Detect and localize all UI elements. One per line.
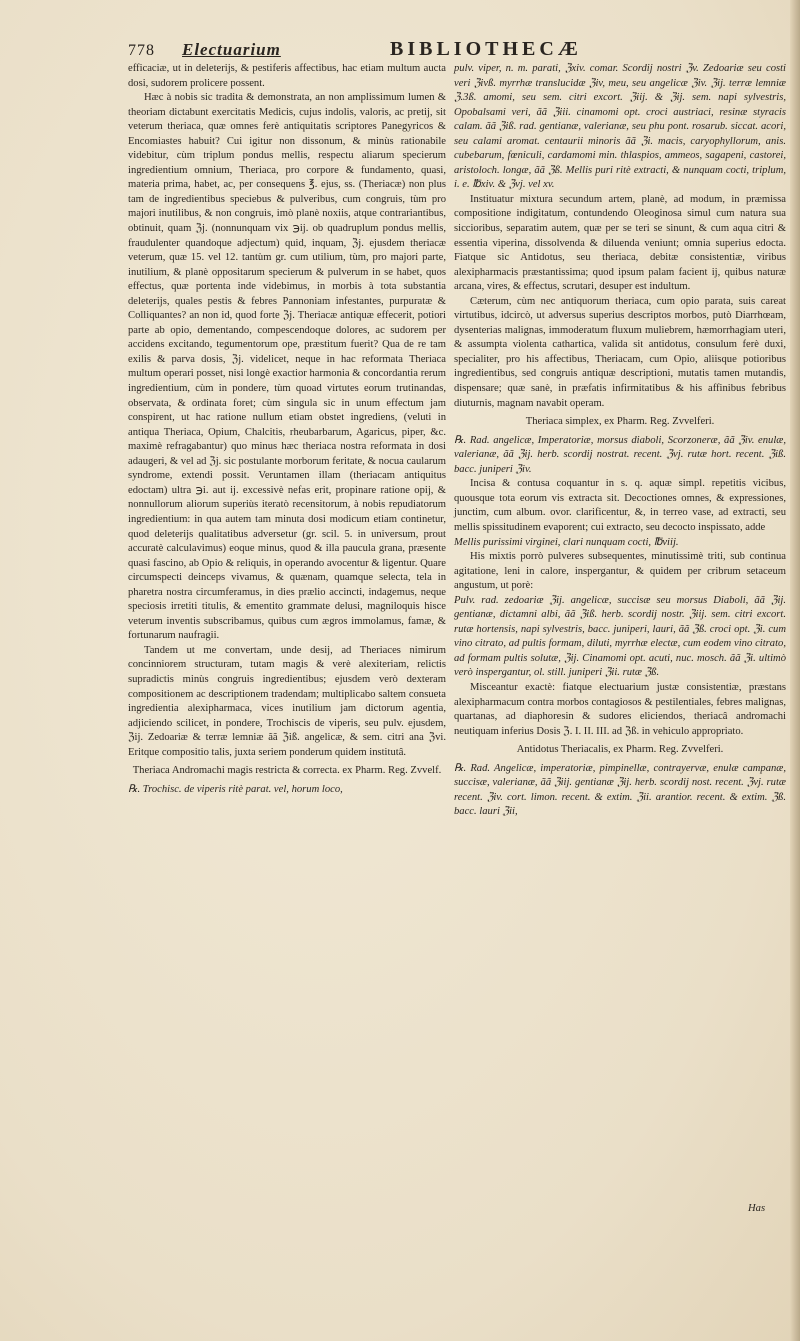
paragraph: efficaciæ, ut in deleterijs, & pestiferis affectibus, hac etiam multum aucta dosi, sudorem prolicere possent. bbox=[128, 63, 446, 89]
running-title: BIBLIOTHECÆ bbox=[390, 38, 582, 60]
paragraph: Hæc à nobis sic tradita & demonstrata, an non amplissimum lumen & theoriam dictabunt exercitatis Medicis, cujus indolis, valoris, ac pretij, sit veterum theriaca, quæ omnes ferè antiquitatis scriptores Panegyricos & Encomiastes habuit? Cui igitur non dissonum, & minùs rationabile videbitur, cùm triplum pondus mellis, respectu aliarum specierum ingredientium omnium, Theriaca, pro corpore & fundamento, quasi, materia prima, habet, ac, per consequens ℥. ejus, ss. (Theriacæ) non plus tam de ingredientibus speciebus & pulveribus, cum congruis, tùm pro majori inutilibus, & non congruis, imò planè noxiis, atque contrariantibus, obtinuit, quam ℨj. (nonnunquam vix ℈ij. ob quadruplum pondus mellis, fraudulenter quandoque adjectum) quid, inquam, ℨj. ejusdem theriacæ veterum, quæ 15. vel 12. tantùm gr. cum utilium, tùm, pro majori parte, inutilium, & planè oppositarum specierum & pulverum in se habet, quos effectus, quæ portenta inde videbimus, in morbis à tota substantia deleterijs, quales pestis & febres Pannoniam infestantes, purpuratæ & Colliquantes? an non id, quod forte ℨj. Theriacæ antiquæ effecerit, potiori parte ab opio, dementando, compescendoque dolores, ac sudorem per accidens excitando, tegumentorum ope, præstitum fuerit? Qua de re tam exilis & parva dosis, ℨj. videlicet, neque in hac reformata Theriaca multum operari posset, nisi longè exactior harmonia & concordantia rerum ingredientium, cùm in pondere, tùm quoad virtutes eorum trutinandas, observata, & ordinata foret; cùm singula sic in unum effectum jam conspirent, ut hac ratione nullum etiam obstet ingrediens, (veluti in antiqua Theriaca, Opium, Chalcitis, rheubarbarum, Agaricus, piper, &c. maximè refragabantur) quo minus hæc theriaca nostra reformata in dosi adaugeri, & vel ad ℨj. sic postulante morborum feritate, & nocua caularum syndrome, extendi possit. Veruntamen illam (theriacam antiquitus edoctam) ultra ℈i. aut ij. excessivè nefas erit, propinare ratione opij, & nonnullorum aliorum superiùs iteratò recensitorum, à nobis repudiatorum ingredientium: in qua autem tam minuta dosi modicum etiam continetur, quod deleterijs qualitatibus adversetur (gr. scil. 5. in universum, prout accuratè calculavimus) eoque minus, quod & illa paucula grana, præsente quasi fascino, ab Opio & reliquis, in operando avocentur & ligentur. Quare circumspecti deinceps vivamus, & quænam, quamque selecta, tela in pharetra nostra circumferamus, in dies prælio accincti, indagemus, neque speciosis irretiti titulis, & ementito grammate delusi, magniloquis hisce veterum inventis subscribamus, quibus cum ægros immolamus, famæ, & fortunarum naufragii. bbox=[128, 92, 446, 642]
page-header bbox=[128, 38, 768, 64]
recipe-heading: Antidotus Theriacalis, ex Pharm. Reg. Zvvelferi. bbox=[516, 744, 724, 756]
section-title: Electuarium bbox=[182, 40, 281, 59]
catchword: Has bbox=[748, 1203, 766, 1214]
left-text-column bbox=[128, 62, 446, 797]
page-gutter-shadow bbox=[790, 0, 800, 1341]
recipe-ingredients: ℞. Rad. Angelicæ, imperatoriæ, pimpinellæ, contrayervæ, enulæ campanæ, succisæ, valerianæ, ãã ℨiij. gentianæ ℨij. herb. scordij nost. recent. ℨvj. rutæ recent. ℨiv. cort. limon. recent. & extim. ℨii. arantior. recent. & extim. ℨß. bacc. lauri ℨii, bbox=[454, 762, 786, 818]
paragraph: Tandem ut me convertam, unde desij, ad Theriaces nimirum concinniorem structuram, tutam magis & verè alexiteriam, relictis supradictis minùs congruis ingredientibus; ejusdem verò dexteram compositionem ac descriptionem tradendam; multiplicabo saltem consueta ingredientia alexipharmaca, vices inutilium jam dictorum agentia, adjiciendo scilicet, in pondere, Trochiscis de viperis, seu pulv. ejusdem, ℨij. Zedoariæ & terræ lemniæ ãã ℨiß. angelicæ, & sem. citri ana ℨvi. Eritque compositio talis, juxta seriem ponderum quidem institutâ. bbox=[128, 644, 446, 758]
paragraph: Misceantur exactè: fiatque electuarium justæ consistentiæ, præstans alexipharmacum contra morbos contagiosos & pestilentiales, febres malignas, quartanas, ad diaphoresin & sudores eliciendos, theriacâ andromachi neutiquam inferius Dosis ℨ. I. II. III. ad ℨß. in vehiculo appropriato. bbox=[454, 681, 786, 737]
recipe-ingredients: ℞. Rad. angelicæ, Imperatoriæ, morsus diaboli, Scorzoneræ, ãã ℨiv. enulæ, valerianæ, ãã ℨij. herb. scordij nostrat. recent. ℨvj. rutæ hort. recent. ℨiß. bacc. juniperi ℨiv. bbox=[454, 434, 786, 475]
paragraph: His mixtis porrò pulveres subsequentes, minutissimè triti, sub continua agitatione, leni in calore, inspergantur, & quidem per cribrum setaceum angustum, ut porè: bbox=[454, 551, 786, 592]
recipe-ingredients: Pulv. rad. zedoariæ ℨij. angelicæ, succisæ seu morsus Diaboli, ãã ℨij. gentianæ, dictamni albi, ãã ℨiß. herb. scordij nostr. ℨiij. sem. citri excort. rutæ hortensis, napi sylvestris, bacc. juniperi, lauri, ãã ℨß. croci opt. ℨi. cum vino citrato, ad pultis formam, diluti, myrrhæ electæ, cum eodem vino citrato, ad formam pultis solutæ, ℨij. Cinamomi opt. acuti, nuc. mosch. ãã ℨi. ultimò verò inspergantur, ol. still. juniperi ℨii. rutæ ℨß. bbox=[454, 594, 786, 679]
page-number: 778 bbox=[128, 42, 155, 59]
recipe-line: Mellis purissimi virginei, clari nunquam cocti, ℔viij. bbox=[454, 536, 679, 548]
right-text-column bbox=[454, 62, 786, 820]
recipe-line: ℞. Trochisc. de viperis ritè parat. vel, horum loco, bbox=[128, 783, 343, 795]
paragraph: Incisa & contusa coquantur in s. q. aquæ simpl. repetitis vicibus, quousque tota eorum vis extracta sit. Decoctiones omnes, & expressiones, junctim, cum album. ovor. clarificentur, &, in terreo vase, ad extracti, seu mellis spissitudinem evaporent; cui extracto, seu decocto inspissato, adde bbox=[454, 478, 786, 533]
recipe-ingredients: pulv. viper, n. m. parati, ℨxiv. comar. Scordij nostri ℨv. Zedoariæ seu costi veri ℨivß. myrrhæ translucidæ ℨiv, meu, seu angelicæ ℨiv. ℨij. terræ lemniæ ℨ.3ß. amomi, seu sem. citri excort. ℨiij. & ℨij. sem. napi sylvestris, Opobalsami veri, ãã ℨiii. cinamomi opt. croci austriaci, resinæ styracis calam. ãã ℨiß. rad. gentianæ, valerianæ, seu phu pont. rosarub. siccat. acori, seu calami aromat. centaurii minoris ãã ℨi. macis, caryophyllorum, anis. cubebarum, fœniculi, cardamomi min. thlaspios, ammeos, sagapeni, castorei, aristoloch. longæ, ãã ℨß. Mellis puri ritè extracti, & nunquam cocti, triplum, i. e. ℔xiv. & ℨvj. vel xv. bbox=[454, 63, 786, 191]
recipe-heading: Theriaca simplex, ex Pharm. Reg. Zvvelferi. bbox=[525, 416, 715, 428]
paragraph: Instituatur mixtura secundum artem, planè, ad modum, in præmissa compositione indigitatum, contundendo Oleoginosa simul cum natura sua siccioribus, separatim autem, quæ per se teri se sinunt, & cum aqua citri & essentia viperina, dissolvenda & diluenda veniunt; omnia superius edocta. Fiatque sic Antidotus, seu theriaca, debitæ consistentiæ, viribus alexipharmacis præstantissima; quod ipsum palam facient ij, quibus naturæ arcana, vires, & effectus, scrutari, desuper est indultum. bbox=[454, 193, 786, 293]
recipe-heading: Theriaca Andromachi magis restricta & correcta. ex Pharm. Reg. Zvvelf. bbox=[132, 765, 442, 777]
paragraph: Cæterum, cùm nec antiquorum theriaca, cum opio parata, suis careat virtutibus, idcircò, ut adversus superius descriptos morbos, putò Diarrhœam, dysenterias malignas, immoderatum fluxum muliebrem, hæmorrhagiam uteri, & assumpta violenta cathartica, valida sit antidotus, consulum ferè duxi, specialiter, pro his affectibus, Theriacam, cum Opio, aliisque potioribus ingredientibus, sed congruis antiquæ descriptioni, mutatis tamen mutandis, dispensare; quæ sanè, in præfatis infirmitatibus & his affinibus febribus diuturnis, magnam navabit operam. bbox=[454, 295, 786, 409]
